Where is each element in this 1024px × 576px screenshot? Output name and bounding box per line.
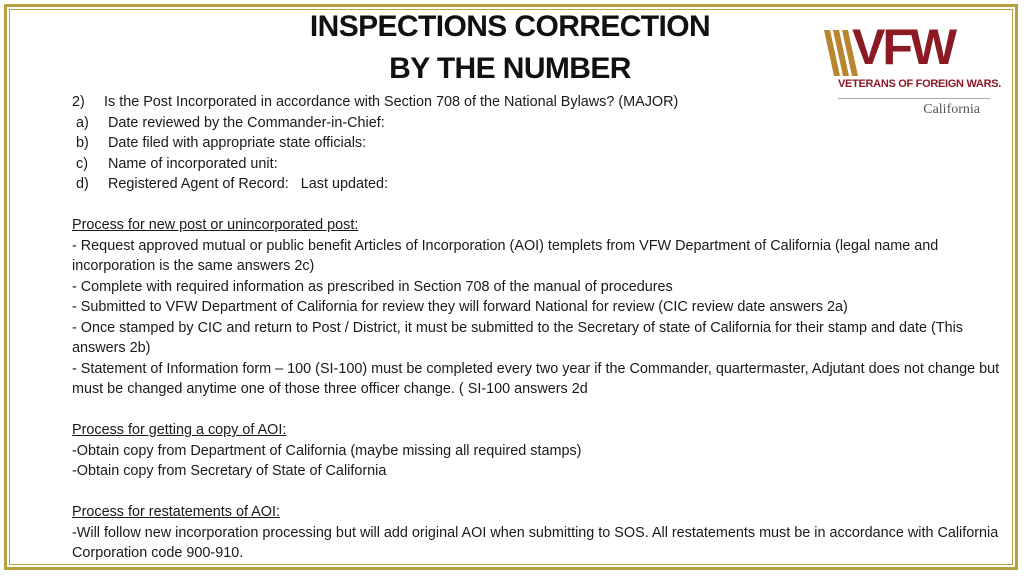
question-row (72, 92, 1002, 113)
section-line: -Obtain copy from Department of California (maybe missing all required stamps) (72, 442, 582, 459)
section-heading-new-post: Process for new post or unincorporated post: (72, 217, 359, 233)
slide-title-line-1: INSPECTIONS CORRECTION (309, 10, 711, 43)
section-line: - Complete with required information as prescribed in Section 708 of the manual of procedures (72, 278, 673, 295)
spacer (72, 195, 1002, 216)
item-text: Date reviewed by the Commander-in-Chief: (108, 114, 385, 131)
item-letter: d) (76, 176, 89, 192)
section-heading-copy: Process for getting a copy of AOI: (72, 422, 287, 438)
vfw-logo-name: VETERANS OF FOREIGN WARS. (838, 78, 1002, 90)
section-line: - Once stamped by CIC and return to Post / District, it must be submitted to the Secretary of state of California for their stamp and date (This answers 2b) (72, 319, 964, 356)
spacer (72, 400, 1002, 421)
item-text: Name of incorporated unit: (108, 155, 278, 172)
question-item-b (72, 133, 1002, 154)
spacer (72, 482, 1002, 503)
section-line: -Obtain copy from Secretary of State of California (72, 463, 387, 479)
slide-body (72, 92, 1002, 564)
logo-state: California (923, 102, 980, 117)
item-letter: c) (76, 155, 88, 172)
item-letter: b) (76, 135, 89, 151)
question-text: Is the Post Incorporated in accordance with Section 708 of the National Bylaws? (MAJOR) (104, 94, 679, 110)
question-number: 2) (72, 94, 85, 110)
section-line: -Will follow new incorporation processing but will add original AOI when submitting to SOS. All restatements must be in accordance with California Corporation code 900-910. (72, 524, 999, 561)
question-item-c (72, 154, 1002, 175)
section-heading-restatements: Process for restatements of AOI: (72, 504, 280, 520)
slide-title-line-2: BY THE NUMBER (389, 52, 631, 85)
vfw-logo-mark: VFW (852, 19, 955, 75)
section-line: - Request approved mutual or public benefit Articles of Incorporation (AOI) templets from VFW Department of California (legal name and incorporation is the same answers 2c) (72, 237, 939, 274)
question-item-a (72, 113, 1002, 134)
item-text: Date filed with appropriate state officials: (108, 135, 367, 151)
section-line: - Submitted to VFW Department of California for review they will forward National for review (CIC review date answers 2a) (72, 299, 848, 315)
item-letter: a) (76, 114, 89, 131)
section-line: - Statement of Information form – 100 (SI-100) must be completed every two year if the Commander, quartermaster, Adjutant does not change but must be changed anytime one of those three officer change. ( SI-100 answers 2d (72, 360, 1000, 397)
question-item-d (72, 174, 1002, 195)
item-text: Registered Agent of Record: Last updated: (108, 176, 388, 192)
